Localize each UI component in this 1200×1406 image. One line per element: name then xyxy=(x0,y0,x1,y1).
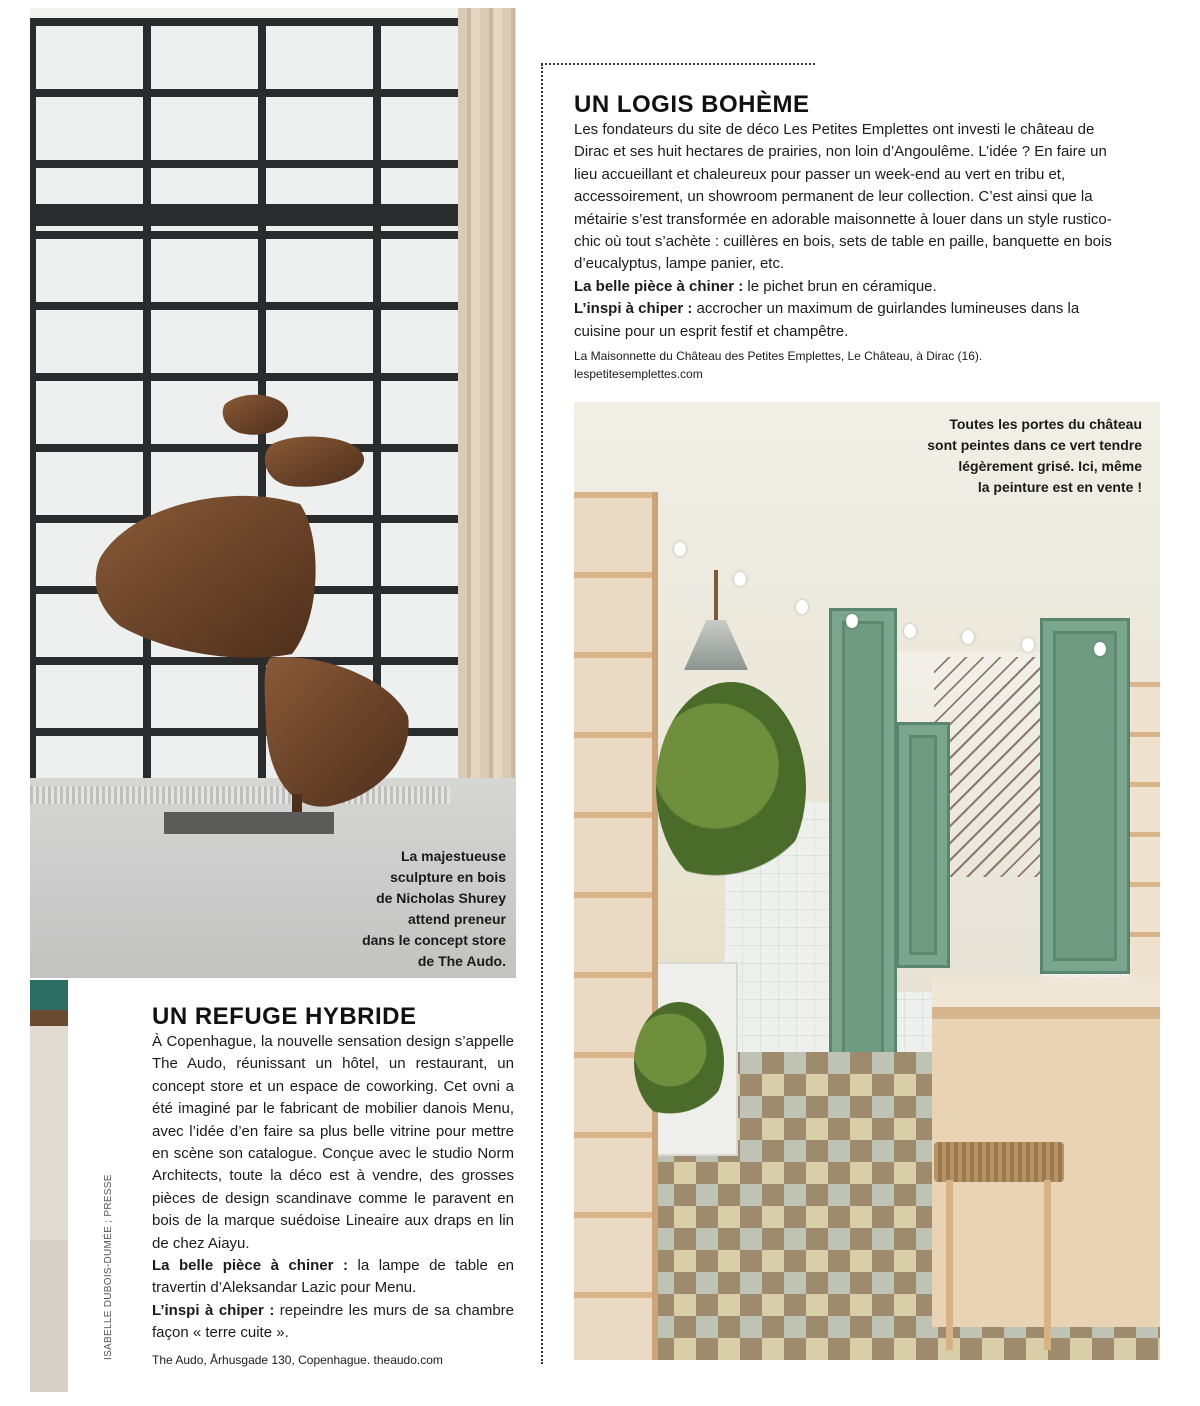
caption-line: de Nicholas Shurey xyxy=(376,890,506,906)
caption-line: La majestueuse xyxy=(400,848,506,864)
article-source: The Audo, Århusgade 130, Copenhague. theaudo.com xyxy=(152,1352,443,1367)
garland-bulb xyxy=(734,572,746,586)
sculpture-photo xyxy=(30,8,516,978)
caption-line: légèrement grisé. Ici, même xyxy=(958,458,1142,474)
garland-bulb xyxy=(1094,642,1106,656)
green-door-right xyxy=(1040,618,1130,974)
interior-photo-strip xyxy=(30,980,68,1392)
hanging-plant xyxy=(634,1002,724,1122)
caption-line: de The Audo. xyxy=(417,953,506,969)
caption-line: Toutes les portes du château xyxy=(949,416,1142,432)
photo-credit: ISABELLE DUBOIS-DUMÉE ; PRESSE xyxy=(103,1174,114,1360)
caption-line: la peinture est en vente ! xyxy=(977,479,1142,495)
garland-bulb xyxy=(674,542,686,556)
article-body xyxy=(574,119,1116,343)
potted-plant xyxy=(656,682,806,892)
dotted-rule-top xyxy=(541,63,815,65)
garland-bulb xyxy=(962,630,974,644)
sculpture-caption xyxy=(306,846,506,972)
caption-line: sculpture en bois xyxy=(390,869,506,885)
body-text: À Copenhague, la nouvelle sensation design s’appelle The Audo, réunissant un hôtel, un restaurant, un concept store et un espace de coworking. Cet ovni a été imaginé par le fabricant de mobilier danois Menu, avec l’idée d’en faire sa plus belle vitrine pour mettre en scène son catalogue. Conçue avec le studio Norm Architects, toute la déco est à vendre, des grosses pièces de design scandinave comme le paravent en bois de la marque suédoise Lineaire aux draps en lin de chez Aiayu. xyxy=(152,1033,514,1252)
article-source xyxy=(574,347,1116,383)
source-url: lespetitesemplettes.com xyxy=(574,367,703,382)
piece-text: la lampe de table en travertin d’Aleksandar Lazic pour Menu. xyxy=(152,1257,514,1297)
green-door-left xyxy=(829,608,897,1074)
inspi-text: repeindre les murs de sa chambre façon « terre cuite ». xyxy=(152,1301,514,1342)
linen-curtain xyxy=(458,8,516,808)
caption-line: dans le concept store xyxy=(362,932,506,948)
shelf-left xyxy=(574,492,658,1360)
source-line: La Maisonnette du Château des Petites Emplettes, Le Château, à Dirac (16). xyxy=(574,349,983,364)
pendant-lamp xyxy=(684,620,748,670)
piece-label: La belle pièce à chiner : xyxy=(574,277,744,295)
piece-label: La belle pièce à chiner : xyxy=(152,1257,348,1275)
garland-bulb xyxy=(846,614,858,628)
green-door-inner xyxy=(896,722,950,968)
article-title: UN LOGIS BOHÈME xyxy=(574,91,810,118)
inspi-text: accrocher un maximum de guirlandes lumineuses dans la cuisine pour un esprit festif et champêtre. xyxy=(574,300,1080,340)
rush-stool xyxy=(934,1142,1064,1182)
garland-bulb xyxy=(904,624,916,638)
kitchen-photo xyxy=(574,402,1160,1360)
article-body xyxy=(152,1031,514,1345)
caption-line: sont peintes dans ce vert tendre xyxy=(927,437,1142,453)
article-title: UN REFUGE HYBRIDE xyxy=(152,1003,417,1030)
dotted-rule-column xyxy=(541,64,543,1364)
garland-bulb xyxy=(1022,638,1034,652)
wood-sculpture xyxy=(60,386,420,846)
garland-bulb xyxy=(796,600,808,614)
article-refuge-hybride xyxy=(152,1003,514,1369)
inspi-label: L’inspi à chiper : xyxy=(152,1301,275,1319)
stool-leg xyxy=(946,1180,953,1350)
spiral-staircase xyxy=(934,657,1044,877)
doors-caption xyxy=(902,414,1142,498)
caption-line: attend preneur xyxy=(407,911,506,927)
body-text: Les fondateurs du site de déco Les Petites Emplettes ont investi le château de Dirac et ses huit hectares de prairies, non loin d’Angoulême. L’idée ? En faire un lieu accueillant et chaleureux pour passer un week-end au vert en tribu et, accessoirement, un showroom permanent de leur collection. C’est ainsi que la métairie s’est transformée en adorable maisonnette à louer dans un style rustico-chic où tout s’achète : cuillères en bois, sets de table en paille, banquette en bois d’eucalyptus, lampe panier, etc. xyxy=(574,121,1112,273)
shelf-right xyxy=(1130,682,1160,1002)
article-logis-boheme xyxy=(574,91,1116,383)
lamp-arm xyxy=(714,570,718,626)
piece-text: le pichet brun en céramique. xyxy=(743,277,937,295)
window-transom xyxy=(30,204,470,226)
stool-leg xyxy=(1044,1180,1051,1350)
inspi-label: L’inspi à chiper : xyxy=(574,300,693,318)
